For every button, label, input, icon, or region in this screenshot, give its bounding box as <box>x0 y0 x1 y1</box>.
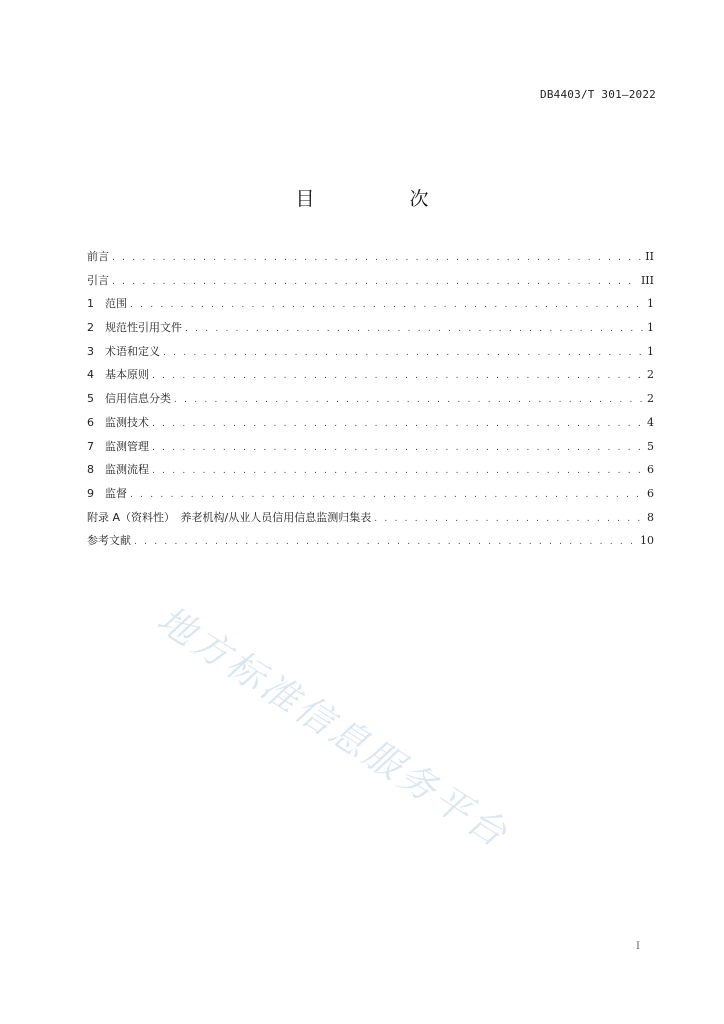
toc-entry-number: 1 <box>87 297 94 311</box>
toc-entry[interactable] <box>87 366 654 390</box>
toc-dot-leader <box>152 371 644 381</box>
toc-entry-page: II <box>645 250 654 263</box>
toc-dot-leader <box>134 537 637 547</box>
toc-entry-label: 术语和定义 <box>105 344 160 358</box>
page-title: 目 次 <box>295 188 467 210</box>
toc-entry-number: 5 <box>87 392 94 406</box>
toc-entry[interactable] <box>87 532 654 556</box>
toc-entry[interactable] <box>87 295 654 319</box>
toc-entry-label: 信用信息分类 <box>105 392 171 406</box>
toc-entry-page: 6 <box>647 463 654 477</box>
toc-entry-page: 1 <box>647 344 654 358</box>
toc-entry[interactable] <box>87 319 654 343</box>
toc-entry-page: 4 <box>647 415 654 429</box>
toc-entry-label: 规范性引用文件 <box>105 321 182 335</box>
toc-entry-label: 引言 <box>87 273 109 287</box>
toc-entry[interactable] <box>87 248 654 272</box>
toc-entry-label: 参考文献 <box>87 534 131 548</box>
toc-dot-leader <box>152 443 644 453</box>
toc-entry-page: 2 <box>647 368 654 382</box>
toc-entry-number: 2 <box>87 321 94 335</box>
toc-entry[interactable] <box>87 461 654 485</box>
toc-entry-label: 监测流程 <box>105 463 149 477</box>
toc-entry-label: 附录 A（资料性） 养老机构/从业人员信用信息监测归集表 <box>87 510 372 524</box>
toc-entry-page: III <box>640 273 654 287</box>
toc-entry[interactable] <box>87 438 654 462</box>
toc-entry-number: 8 <box>87 463 94 477</box>
toc-entry[interactable] <box>87 272 654 296</box>
toc-entry-page: 1 <box>647 321 654 335</box>
toc-entry-page: 5 <box>647 439 654 453</box>
toc-entry-number: 6 <box>87 415 94 429</box>
toc-entry-page: 6 <box>647 486 654 500</box>
toc-entry-label: 前言 <box>87 250 109 263</box>
toc-entry[interactable] <box>87 414 654 438</box>
toc-entry[interactable] <box>87 390 654 414</box>
toc-dot-leader <box>374 514 644 524</box>
toc-entry-page: 8 <box>647 510 654 524</box>
toc-entry-page: 2 <box>647 392 654 406</box>
page-number: I <box>636 941 640 952</box>
toc-dot-leader <box>185 324 644 334</box>
toc-entry-page: 1 <box>647 297 654 311</box>
toc-entry-label: 范围 <box>105 297 127 311</box>
toc-dot-leader <box>130 490 644 500</box>
toc-entry[interactable] <box>87 485 654 509</box>
toc-dot-leader <box>130 300 644 310</box>
toc-entry-number: 9 <box>87 486 94 500</box>
toc-entry[interactable] <box>87 509 654 533</box>
toc-dot-leader <box>174 395 644 405</box>
table-of-contents <box>87 248 654 556</box>
toc-entry-label: 监测技术 <box>105 415 149 429</box>
toc-dot-leader <box>152 419 644 429</box>
toc-dot-leader <box>152 466 644 476</box>
toc-entry-label: 监测管理 <box>105 439 149 453</box>
toc-entry-number: 7 <box>87 439 94 453</box>
watermark: 地方标准信息服务平台 <box>149 597 517 857</box>
toc-entry-label: 基本原则 <box>105 368 149 382</box>
toc-entry-label: 监督 <box>105 486 127 500</box>
toc-entry[interactable] <box>87 343 654 367</box>
toc-dot-leader <box>112 253 642 263</box>
toc-entry-number: 4 <box>87 368 94 382</box>
toc-dot-leader <box>112 277 638 287</box>
toc-entry-page: 10 <box>640 534 654 548</box>
standard-code: DB4403/T 301—2022 <box>540 88 656 101</box>
toc-entry-number: 3 <box>87 344 94 358</box>
toc-dot-leader <box>163 348 644 358</box>
